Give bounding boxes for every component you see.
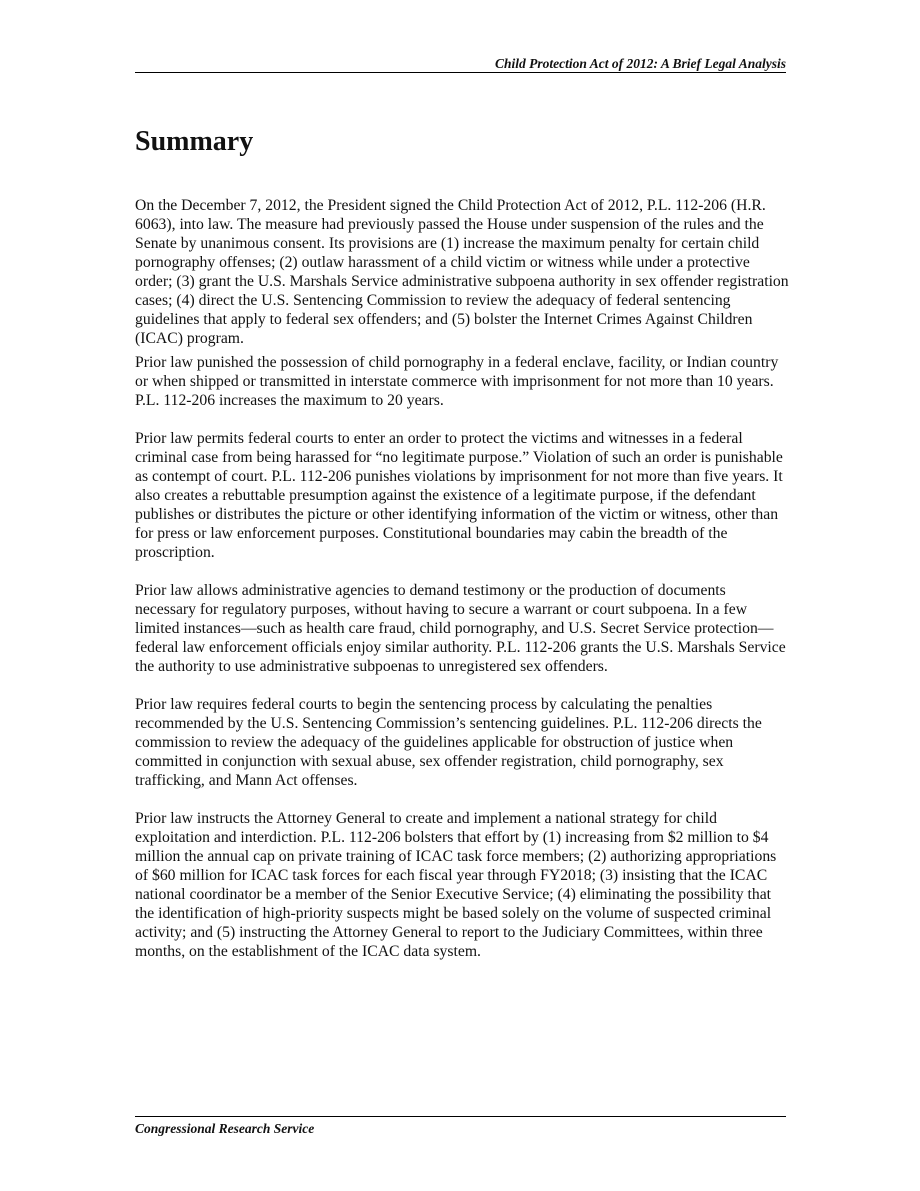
paragraph-overview: On the December 7, 2012, the President signed the Child Protection Act of 2012, P.L. 112-206 (H.R. 6063), into law. The measure had previously passed the House under suspension of the rules and the Senate by unanimous consent. Its provisions are (1) increase the maximum penalty for certain child pornography offenses; (2) outlaw harassment of a child victim or witness while under a protective order; (3) grant the U.S. Marshals Service administrative subpoena authority in sex offender registration cases; (4) direct the U.S. Sentencing Commission to review the adequacy of federal sentencing guidelines that apply to federal sex offenders; and (5) bolster the Internet Crimes Against Children (ICAC) program. (135, 197, 789, 347)
paragraph-icac-program: Prior law instructs the Attorney General to create and implement a national strategy for child exploitation and interdiction. P.L. 112-206 bolsters that effort by (1) increasing from $2 million to $4 million the annual cap on private training of ICAC task force members; (2) authorizing appropriations of $60 million for ICAC task forces for each fiscal year through FY2018; (3) insisting that the ICAC national coordinator be a member of the Senior Executive Service; (4) eliminating the possibility that the identification of high-priority suspects might be based solely on the volume of suspected criminal activity; and (5) instructing the Attorney General to report to the Judiciary Committees, within three months, on the establishment of the ICAC data system. (135, 810, 777, 960)
paragraph-child-pornography-penalty: Prior law punished the possession of child pornography in a federal enclave, facility, or Indian country or when shipped or transmitted in interstate commerce with imprisonment for not more than 10 years. P.L. 112-206 increases the maximum to 20 years. (135, 354, 779, 409)
paragraph-sentencing-guidelines: Prior law requires federal courts to begin the sentencing process by calculating the penalties recommended by the U.S. Sentencing Commission’s sentencing guidelines. P.L. 112-206 directs the commission to review the adequacy of the guidelines applicable for obstruction of justice when committed in conjunction with sexual abuse, sex offender registration, child pornography, sex trafficking, and Mann Act offenses. (135, 696, 762, 789)
paragraph-administrative-subpoenas: Prior law allows administrative agencies to demand testimony or the production of documents necessary for regulatory purposes, without having to secure a warrant or court subpoena. In a few limited instances—such as health care fraud, child pornography, and U.S. Secret Service protection—federal law enforcement officials enjoy similar authority. P.L. 112-206 grants the U.S. Marshals Service the authority to use administrative subpoenas to unregistered sex offenders. (135, 582, 786, 675)
footer-organization: Congressional Research Service (135, 1121, 315, 1136)
running-header: Child Protection Act of 2012: A Brief Legal Analysis (494, 56, 786, 71)
header-divider (135, 72, 786, 73)
summary-body (135, 196, 789, 980)
footer-divider (135, 1116, 786, 1117)
paragraph-victim-witness-protection: Prior law permits federal courts to enter an order to protect the victims and witnesses in a federal criminal case from being harassed for “no legitimate purpose.” Violation of such an order is punishable as contempt of court. P.L. 112-206 punishes violations by imprisonment for not more than five years. It also creates a rebuttable presumption against the existence of a legitimate purpose, if the defendant publishes or distributes the picture or other identifying information of the victim or witness, other than for press or law enforcement purposes. Constitutional boundaries may cabin the breadth of the proscription. (135, 430, 783, 561)
page-title: Summary (135, 126, 254, 157)
